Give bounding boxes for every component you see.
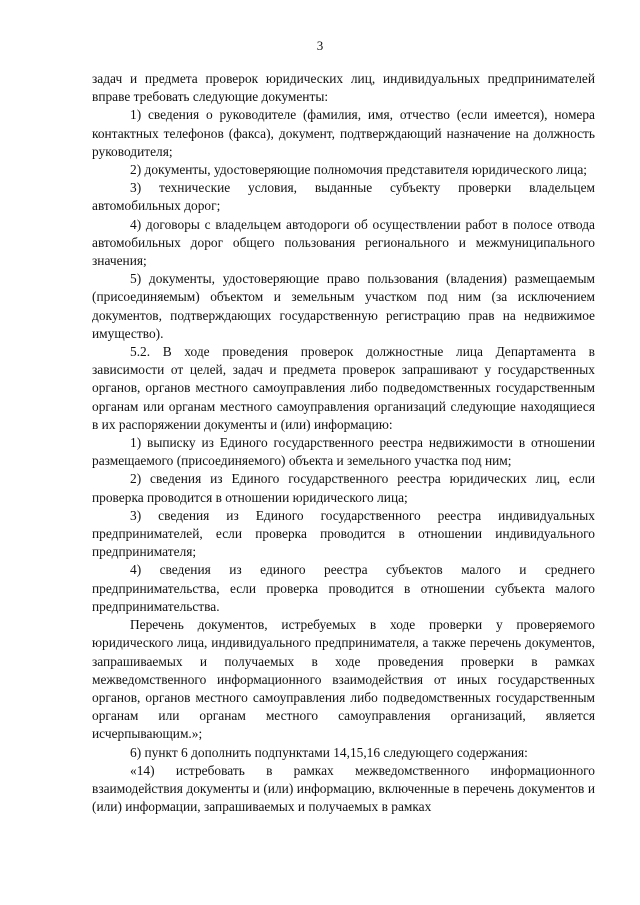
- list-item-real-estate-extract: 1) выписку из Единого государственного реестра недвижимости в отношении размещаемого (присоединяемого) объекта и земельного участка под ним;: [92, 435, 595, 469]
- document-body: [92, 70, 595, 816]
- list-item-head-info: 1) сведения о руководителе (фамилия, имя, отчество (если имеется), номера контактных телефонов (факса), документ, подтверждающий назначение на должность руководителя;: [92, 107, 595, 159]
- page-number: 3: [316, 38, 324, 53]
- section-5-2-paragraph: 5.2. В ходе проведения проверок должностные лица Департамента в зависимости от целей, задач и предмета проверок запрашивают у государственных органов, органов местного самоуправления либо подведомственных государственным органам или органам местного самоуправления организаций следующие находящиеся в их распоряжении документы и (или) информацию:: [92, 344, 595, 432]
- paragraph-continuation: задач и предмета проверок юридических лиц, индивидуальных предпринимателей вправе требовать следующие документы:: [92, 71, 595, 105]
- list-item-entrepreneurs-register: 3) сведения из Единого государственного реестра индивидуальных предпринимателей, если проверка проводится в отношении индивидуального предпринимателя;: [92, 507, 595, 560]
- list-item-usage-rights: 5) документы, удостоверяющие право пользования (владения) размещаемым (присоединяемым) объектом и земельным участком под ним (за исключением документов, подтверждающих государственную регистрацию прав на недвижимое имущество).: [92, 271, 595, 341]
- list-item-sme-register: 4) сведения из единого реестра субъектов малого и среднего предпринимательства, если проверка проводится в отношении субъекта малого предпринимательства.: [92, 562, 595, 614]
- list-item-legal-entities-register: 2) сведения из Единого государственного реестра юридических лиц, если проверка проводится в отношении юридического лица;: [92, 471, 595, 505]
- list-item-technical-conditions: 3) технические условия, выданные субъекту проверки владельцем автомобильных дорог;: [92, 180, 595, 214]
- list-item-contracts: 4) договоры с владельцем автодороги об осуществлении работ в полосе отвода автомобильных дорог общего пользования регионального и межмуниципального значения;: [92, 216, 595, 269]
- amendment-subitem-14: «14) истребовать в рамках межведомственного информационного взаимодействия документы и (или) информацию, включенные в перечень документов и (или) информации, запрашиваемых и получаемых в рамках: [92, 762, 595, 815]
- list-item-representative-docs: 2) документы, удостоверяющие полномочия представителя юридического лица;: [130, 162, 588, 178]
- documents-list-paragraph: Перечень документов, истребуемых в ходе проверки у проверяемого юридического лица, индивидуального предпринимателя, а также перечень документов, запрашиваемых и получаемых в ходе проведения проверки в рамках межведомственного информационного взаимодействия от иных государственных органов, органов местного самоуправления либо подведомственных государственным органам или органам местного самоуправления организаций, является исчерпывающим.»;: [92, 617, 595, 742]
- amendment-item-6: 6) пункт 6 дополнить подпунктами 14,15,16 следующего содержания:: [130, 744, 528, 760]
